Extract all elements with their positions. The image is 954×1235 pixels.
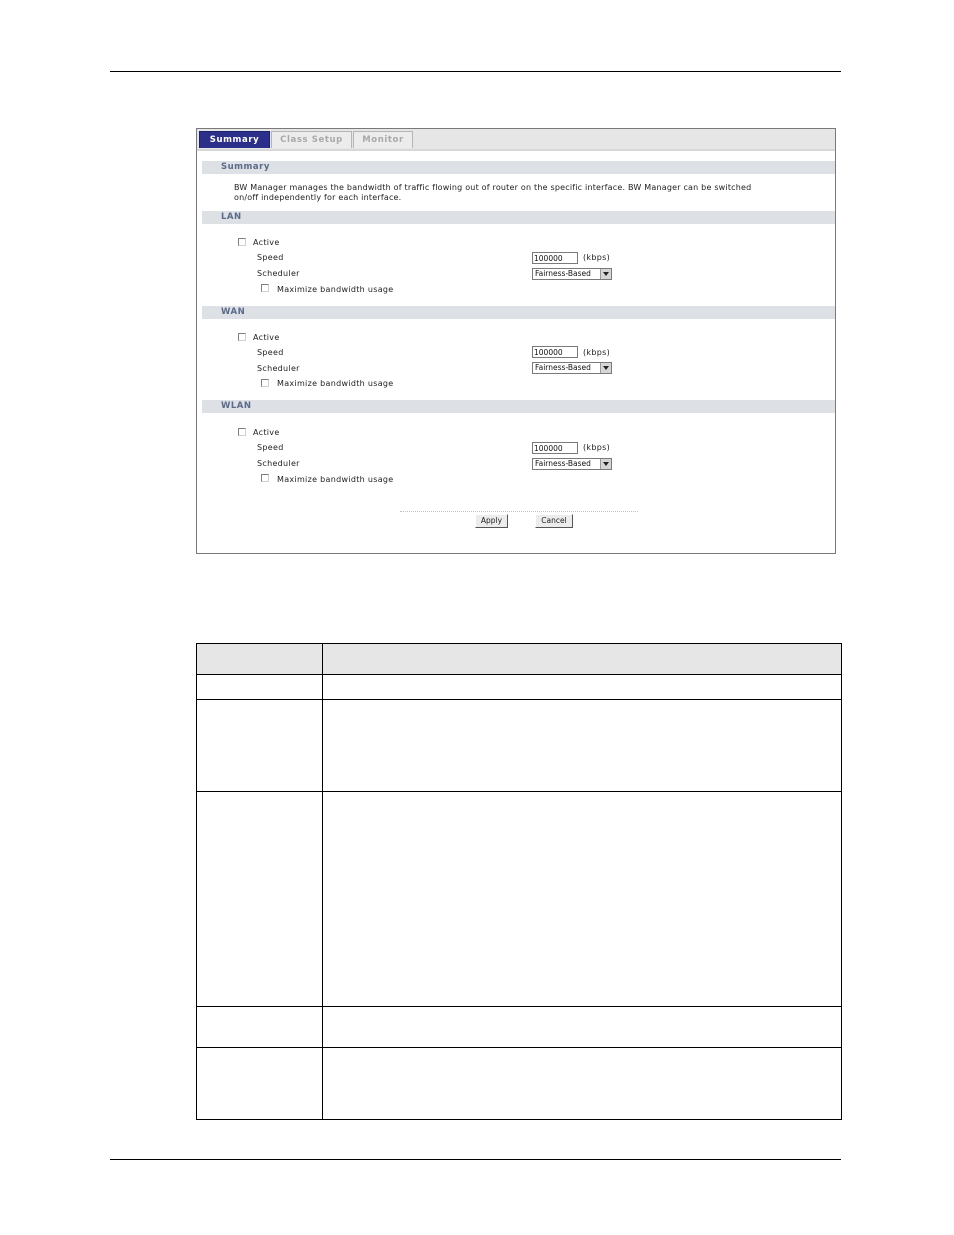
wan-maximize-label: Maximize bandwidth usage [277, 379, 394, 388]
table-cell [197, 1047, 323, 1119]
wan-maximize-checkbox[interactable] [261, 379, 269, 387]
table-header-row [197, 644, 842, 675]
lan-active-checkbox[interactable] [238, 238, 246, 246]
table-row [197, 792, 842, 1006]
lan-section-title: LAN [202, 211, 835, 224]
wlan-maximize-label: Maximize bandwidth usage [277, 475, 394, 484]
chevron-down-icon[interactable] [600, 269, 611, 279]
tab-class-setup[interactable]: Class Setup [271, 131, 352, 148]
wlan-active-checkbox[interactable] [238, 428, 246, 436]
wlan-active-label: Active [253, 428, 280, 437]
table-cell [197, 792, 323, 1006]
wan-section-title: WAN [202, 306, 835, 319]
lan-scheduler-select[interactable] [532, 268, 612, 280]
tab-monitor[interactable]: Monitor [353, 131, 413, 148]
table-row [197, 1006, 842, 1047]
lan-speed-unit: (kbps) [583, 253, 610, 262]
button-divider [400, 511, 638, 512]
table-cell [197, 675, 323, 700]
table-cell [323, 1006, 842, 1047]
table-cell [323, 792, 842, 1006]
lan-active-label: Active [253, 238, 280, 247]
table-row [197, 675, 842, 700]
chevron-down-icon[interactable] [600, 363, 611, 373]
table-cell [197, 1006, 323, 1047]
table-cell [323, 700, 842, 792]
lan-maximize-checkbox[interactable] [261, 284, 269, 292]
header-rule [110, 71, 841, 72]
wlan-scheduler-label: Scheduler [257, 459, 300, 468]
bw-manager-summary-screen [196, 128, 836, 554]
footer-rule [110, 1159, 841, 1160]
summary-section-title: Summary [202, 161, 835, 174]
field-description-table [196, 643, 842, 1120]
lan-maximize-label: Maximize bandwidth usage [277, 285, 394, 294]
wlan-maximize-checkbox[interactable] [261, 474, 269, 482]
wlan-speed-label: Speed [257, 443, 284, 452]
wan-scheduler-value: Fairness-Based [535, 363, 591, 372]
chevron-down-icon[interactable] [600, 459, 611, 469]
lan-scheduler-value: Fairness-Based [535, 269, 591, 278]
description-line-1: BW Manager manages the bandwidth of traffic flowing out of router on the specific interface. BW Manager can be switched [234, 183, 752, 192]
table-header-cell [323, 644, 842, 675]
wan-scheduler-select[interactable] [532, 362, 612, 374]
cancel-button[interactable]: Cancel [535, 514, 573, 528]
wan-speed-label: Speed [257, 348, 284, 357]
tab-summary[interactable]: Summary [199, 131, 270, 148]
wlan-speed-input[interactable] [532, 442, 578, 454]
table-row [197, 1047, 842, 1119]
apply-button[interactable]: Apply [475, 514, 508, 528]
wan-speed-unit: (kbps) [583, 348, 610, 357]
table-cell [323, 675, 842, 700]
wlan-speed-unit: (kbps) [583, 443, 610, 452]
lan-speed-label: Speed [257, 253, 284, 262]
wan-active-label: Active [253, 333, 280, 342]
summary-description [234, 183, 814, 202]
table-header-cell [197, 644, 323, 675]
lan-scheduler-label: Scheduler [257, 269, 300, 278]
table-cell [323, 1047, 842, 1119]
wan-speed-input[interactable] [532, 346, 578, 358]
wlan-scheduler-select[interactable] [532, 458, 612, 470]
wlan-scheduler-value: Fairness-Based [535, 459, 591, 468]
table-row [197, 700, 842, 792]
wan-active-checkbox[interactable] [238, 333, 246, 341]
wlan-section-title: WLAN [202, 400, 835, 413]
wan-scheduler-label: Scheduler [257, 364, 300, 373]
table-cell [197, 700, 323, 792]
lan-speed-input[interactable] [532, 252, 578, 264]
description-line-2: on/off independently for each interface. [234, 192, 402, 202]
tab-bar [197, 129, 835, 151]
